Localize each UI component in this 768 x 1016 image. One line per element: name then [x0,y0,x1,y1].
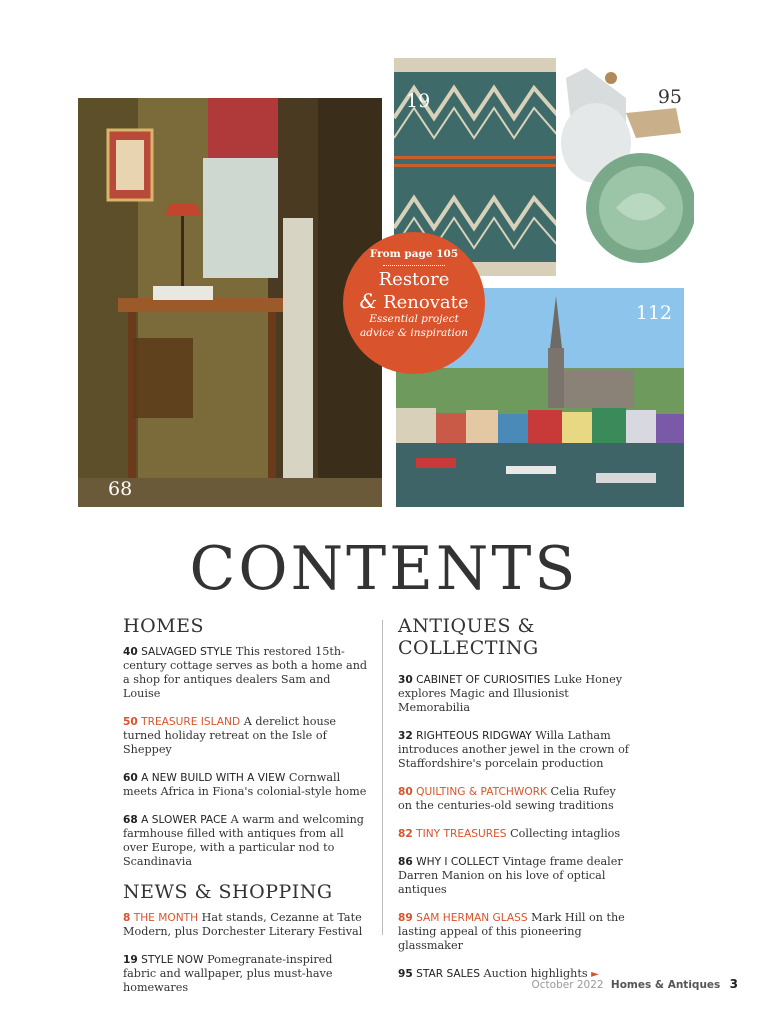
entry-title: A NEW BUILD WITH A VIEW [141,772,286,784]
entry-title: WHY I COLLECT [416,856,499,868]
entry-title: CABINET OF CURIOSITIES [416,674,551,686]
interior-scene-illustration [78,98,382,507]
entry-heading [398,828,507,840]
entry-description: A warm and welcoming farmhouse filled with antiques from all over Europe, with a particular nod to Scandinavia [123,813,364,868]
entry-page: 95 [398,968,413,980]
entry-heading [398,856,499,868]
heading-line2: COLLECTING [398,637,539,659]
page-footer [531,977,738,991]
section-heading-antiques [398,615,630,659]
entry-description: Collecting intaglios [510,827,621,840]
contents-entry[interactable] [123,715,369,757]
contents-entry[interactable] [398,855,630,897]
entry-title: THE MONTH [133,912,199,924]
entry-heading [398,786,547,798]
entry-heading [123,772,285,784]
entry-heading [123,912,198,924]
entry-title: QUILTING & PATCHWORK [416,786,547,798]
contents-entry[interactable] [123,645,369,701]
page-number-112: 112 [635,302,672,324]
entry-page: 80 [398,786,413,798]
entry-page: 86 [398,856,413,868]
entry-page: 19 [123,954,138,966]
entry-page: 40 [123,646,138,658]
entry-description: Luke Honey explores Magic and Illusionist Memorabilia [398,673,623,714]
page-number-19: 19 [406,90,431,112]
badge-title-line2 [343,289,485,313]
entry-title: STYLE NOW [141,954,204,966]
contents-entry[interactable] [123,953,369,995]
photo-silver-jug-jade-dish [556,58,694,276]
heading-line1: ANTIQUES & [398,615,535,637]
right-column [398,615,630,996]
contents-entry[interactable] [123,771,369,799]
entry-title: SALVAGED STYLE [141,646,233,658]
entry-heading [398,968,480,980]
entry-heading [123,954,204,966]
entry-description: Vintage frame dealer Darren Manion on his love of optical antiques [398,855,623,896]
entry-description: Cornwall meets Africa in Fiona's colonial-style home [123,771,367,798]
restore-renovate-badge[interactable] [343,232,485,374]
entry-description: Celia Rufey on the centuries-old sewing traditions [398,785,616,812]
entry-heading [123,646,232,658]
entry-description: A derelict house turned holiday retreat on the Isle of Sheppey [123,715,337,756]
contents-entry[interactable] [123,911,369,939]
entry-page: 60 [123,772,138,784]
entry-title: SAM HERMAN GLASS [416,912,528,924]
entry-description: Hat stands, Cezanne at Tate Modern, plus Dorchester Literary Festival [123,911,363,938]
entry-heading [398,730,532,742]
badge-subtitle: Essential project advice & inspiration [360,313,468,339]
entry-heading [123,814,227,826]
section-heading-homes: HOMES [123,615,204,637]
entry-title: STAR SALES [416,968,480,980]
entry-page: 30 [398,674,413,686]
badge-divider [383,265,445,266]
contents-entry[interactable] [398,827,630,841]
left-column [123,615,369,1009]
entry-heading [398,912,528,924]
entry-page: 8 [123,912,131,924]
entry-title: A SLOWER PACE [141,814,228,826]
entry-description: This restored 15th-century cottage serves as both a home and a shop for antiques dealers Sam and Louise [123,645,368,700]
page-number-68: 68 [108,478,133,500]
entry-title: RIGHTEOUS RIDGWAY [416,730,532,742]
entry-heading [398,674,550,686]
contents-entry[interactable] [398,673,630,715]
badge-title-line1: Restore [378,269,450,290]
column-divider [382,620,383,935]
photo-interior-desk [78,98,382,507]
entry-description: Pomegranate-inspired fabric and wallpaper, plus must-have homewares [123,953,333,994]
entry-description: Auction highlights [483,967,588,980]
entry-page: 50 [123,716,138,728]
contents-entry[interactable] [123,813,369,869]
badge-title-renovate: Renovate [383,292,469,313]
footer-date: October 2022 [531,979,604,991]
contents-entry[interactable] [398,729,630,771]
contents-entry[interactable] [398,785,630,813]
section-heading-news: NEWS & SHOPPING [123,881,333,903]
entry-page: 68 [123,814,138,826]
entry-description: Mark Hill on the lasting appeal of this pioneering glassmaker [398,911,625,952]
contents-entry[interactable] [398,911,630,953]
entry-title: TINY TREASURES [416,828,507,840]
footer-magazine: Homes & Antiques [610,979,721,991]
footer-page-number: 3 [729,977,738,991]
right-triangle-icon: ► [591,969,599,980]
entry-page: 82 [398,828,413,840]
entry-page: 32 [398,730,413,742]
entry-heading [123,716,240,728]
entry-title: TREASURE ISLAND [141,716,241,728]
badge-ampersand: & [359,289,378,313]
entry-description: Willa Latham introduces another jewel in the crown of Staffordshire's porcelain production [398,729,629,770]
page-title: CONTENTS [189,534,579,604]
entry-page: 89 [398,912,413,924]
badge-from-page: From page 105 [369,248,459,260]
page-number-95: 95 [657,86,682,108]
